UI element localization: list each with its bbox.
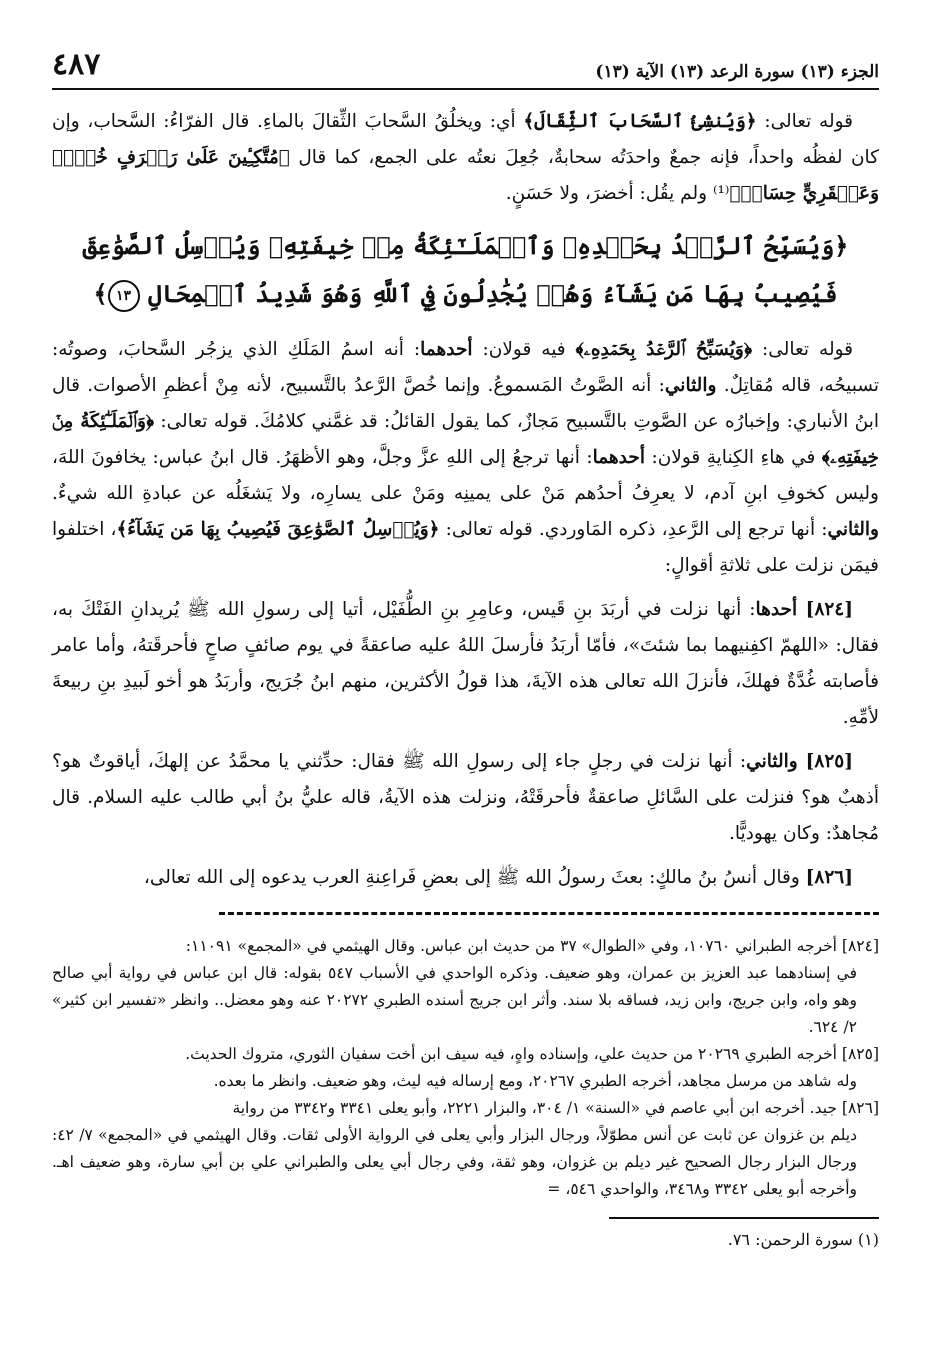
page	[52, 38, 879, 1349]
text-run: ، اختلفوا فيمَن نزلت على ثلاثةِ أقوالٍ:	[52, 519, 879, 576]
note-825-body: وله شاهد من مرسل مجاهد، أخرجه الطبري ٢٠٢٦٧، ومع إرساله فيه ليث، وهو ضعيف. وانظر ما بعده.	[213, 1072, 857, 1090]
text-run: في هاءِ الكِنايةِ قولان:	[644, 447, 822, 468]
quran-quote: ﴿وَيُنشِئُ ٱلسَّحَابَ ٱلثِّقَالَ﴾	[523, 111, 757, 132]
narration-number: [٨٢٥] والثاني	[746, 751, 853, 772]
narration-824	[52, 592, 879, 736]
footnote-text: سورة الرحمن: ٧٦.	[727, 1230, 853, 1249]
bold-label: والثاني	[664, 375, 717, 396]
dashed-separator	[219, 912, 879, 915]
text-run: قوله تعالى:	[756, 111, 853, 132]
verse-text: ﴿وَيُسَبِّحُ ٱلرَّعۡدُ بِحَمۡدِهِۦ وَٱلۡمَلَـٰٓئِكَةُ مِنۡ خِيفَتِهِۦ وَيُرۡسِلُ ٱلصَّوَٰعِقَ فَيُصِيبُ بِهَا مَن يَشَآءُ وَهُمۡ يُجَٰدِلُونَ فِي ٱللَّهِ وَهُوَ شَدِيدُ ٱلۡمِحَالِ	[82, 231, 849, 308]
quran-quote: ﴿وَٱلۡمَلَـٰٓئِكَةُ مِنۡ خِيفَتِهِۦ﴾	[52, 411, 879, 468]
bold-label: والثاني	[827, 519, 879, 540]
verse-number-marker: ١٣	[108, 280, 140, 312]
narration-826	[52, 860, 879, 896]
bold-label: أحدهما	[420, 339, 473, 360]
verse-close-bracket: ﴾	[93, 279, 108, 308]
text-run: : أنه الصَّوتُ المَسموعُ. وإنما خُصَّ الرَّعدُ بالتَّسبيح، لأنه مِنْ أعظمِ الأصوات. قال ابنُ الأنباري: وإخبارُه عن الصَّوتِ بالتَّسبيح مَجازٌ، كما يقول القائلُ: قد غمَّني كلامُكَ. قوله تعالى:	[52, 375, 879, 432]
footnote-number: (١)	[857, 1230, 879, 1249]
hadith-grading-notes	[52, 933, 879, 1203]
page-number: ٤٨٧	[52, 47, 101, 82]
quran-quote: ﴿مُتَّكِـِٔينَ عَلَىٰ رَفۡرَفٍ خُضۡرٖ وَعَبۡقَرِيٍّ حِسَانٖ﴾	[52, 147, 879, 204]
note-824-body: في إسنادهما عبد العزيز بن عمران، وهو ضعيف. وذكره الواحدي في الأسباب ٥٤٧ بقوله: قال ابن عباس في رواية أبي صالح وهو واه، وابن جريج، وابن زيد، فساقه بلا سند. وأثر ابن جريج أسنده الطبري ٢٠٢٧٢ عنه وهو معضل.. وانظر «تفسير ابن كثير» ٢/ ٦٢٤.	[52, 964, 857, 1036]
text-run: فيه قولان:	[472, 339, 576, 360]
footnote-separator	[609, 1217, 879, 1219]
narration-number: [٨٢٤] أحدها	[755, 599, 854, 620]
narration-text: : أنها نزلت في رجلٍ جاء إلى رسولِ الله ﷺ فقال: حدِّثني يا محمَّدُ عن إلهكَ، أياقوتٌ هو؟ أذهبٌ هو؟ فنزلت على السَّائلِ صاعقةٌ فأحرقَتْهُ، ونزلت هذه الآيةُ، قاله عليُّ بنُ أبي طالب عليه السلام. قال مُجاهدٌ: وكان يهوديًّا.	[52, 751, 879, 844]
note-826-head: [٨٢٦] جيد. أخرجه ابن أبي عاصم في «السنة» ١/ ٣٠٤، والبزار ٢٢٢١، وأبو يعلى ٣٣٤١ و٣٣٤٢ من رواية	[232, 1099, 879, 1117]
narration-number: [٨٢٦]	[805, 867, 853, 888]
page-header	[52, 38, 879, 82]
header-rule	[52, 88, 879, 90]
narration-text: : أنها نزلت في أربَدَ بنِ قَيس، وعامِرِ بنِ الطُّفَيْل، أتيا إلى رسولِ الله ﷺ يُريدانِ الفَتْكَ به، فقال: «اللهمّ اكفِنيهما بما شئتَ»، فأمّا أربَدُ فأرسلَ اللهُ عليه صاعقةً في يوم صائفٍ صاحٍ فأحرقَتهُ، وأما عامر فأصابته غُدَّةٌ فهلكَ، فأنزلَ الله تعالى هذه الآيةَ، هذا قولُ الأكثرين، منهم ابنُ جُرَيج، وأربَدُ هو أخو لَبيدِ بنِ ربيعةَ لأمِّهِ.	[52, 599, 879, 728]
commentary-paragraph-1	[52, 104, 879, 212]
note-826-body: ديلم بن غزوان عن ثابت عن أنس مطوّلاً، ورجال البزار وأبي يعلى في الرواية الأولى ثقات. وقال الهيثمي في «المجمع» ٧/ ٤٢: ورجال البزار رجال الصحيح غير ديلم بن غزوان، وهو ثقة، وفي رجال أبي يعلى والطبراني علي بن أبي سارة، وهو ضعيف اهـ. وأخرجه أبو يعلى ٣٣٤٢ و٣٤٦٨، والواحدي ٥٤٦، =	[52, 1126, 857, 1198]
quran-verse-block	[52, 222, 879, 318]
note-825-head: [٨٢٥] أخرجه الطبري ٢٠٢٦٩ من حديث علي، وإسناده واهٍ، فيه سيف ابن أخت سفيان الثوري، متروك الحديث.	[185, 1045, 879, 1063]
commentary-paragraph-2	[52, 332, 879, 584]
text-run: : أنها ترجعُ إلى اللهِ عزَّ وجلَّ، وهو الأظهَرُ. قال ابنُ عباس: يخافونَ اللهَ، وليس كخوفِ ابنِ آدم، لا يعرِفُ أحدُهم مَنْ على يمينِه ومَنْ على يسارِه، ولا يَشغَلُه عن عبادةِ الله شيءٌ.	[52, 447, 879, 504]
footnote-1	[52, 1227, 879, 1253]
quran-quote: ﴿وَيُرۡسِلُ ٱلصَّوَٰعِقَ فَيُصِيبُ بِهَا مَن يَشَآءُ﴾	[116, 519, 440, 540]
note-824-head: [٨٢٤] أخرجه الطبراني ١٠٧٦٠، وفي «الطوال» ٣٧ من حديث ابن عباس. وقال الهيثمي في «المجمع» ١١٠٩١:	[185, 937, 879, 955]
narration-825	[52, 744, 879, 852]
text-run: قوله تعالى:	[752, 339, 853, 360]
text-run: أي: ويخلُقُ السَّحابَ الثِّقالَ بالماءِ. قال الفرّاءُ: السَّحاب، وإن كان لفظُه واحداً، فإنه جمعٌ واحدَتُه سحابةٌ، جُعِلَ نعتُه على الجمع، كما قال	[52, 111, 879, 168]
quran-quote: ﴿وَيُسَبِّحُ ٱلرَّعۡدُ بِحَمۡدِهِۦ﴾	[575, 339, 753, 360]
running-title: الجزء (١٣) سورة الرعد (١٣) الآية (١٣)	[595, 62, 879, 82]
text-run: ⁽¹⁾ ولم يقُل: أخضرَ، ولا حَسَنٍ.	[505, 183, 730, 204]
bold-label: أحدهما	[592, 447, 645, 468]
text-run: : أنها ترجع إلى الرَّعدِ، ذكره المَاوردي. قوله تعالى:	[439, 519, 828, 540]
narration-text: وقال أنسُ بنُ مالكٍ: بعثَ رسولُ الله ﷺ إلى بعضِ فَراعِنةِ العرب يدعوه إلى الله تعالى،	[143, 867, 806, 888]
text-run: : أنه اسمُ المَلَكِ الذي يزجُر السَّحابَ، وصوتُه: تسبيحُه، قاله مُقاتِلٌ.	[52, 339, 880, 396]
